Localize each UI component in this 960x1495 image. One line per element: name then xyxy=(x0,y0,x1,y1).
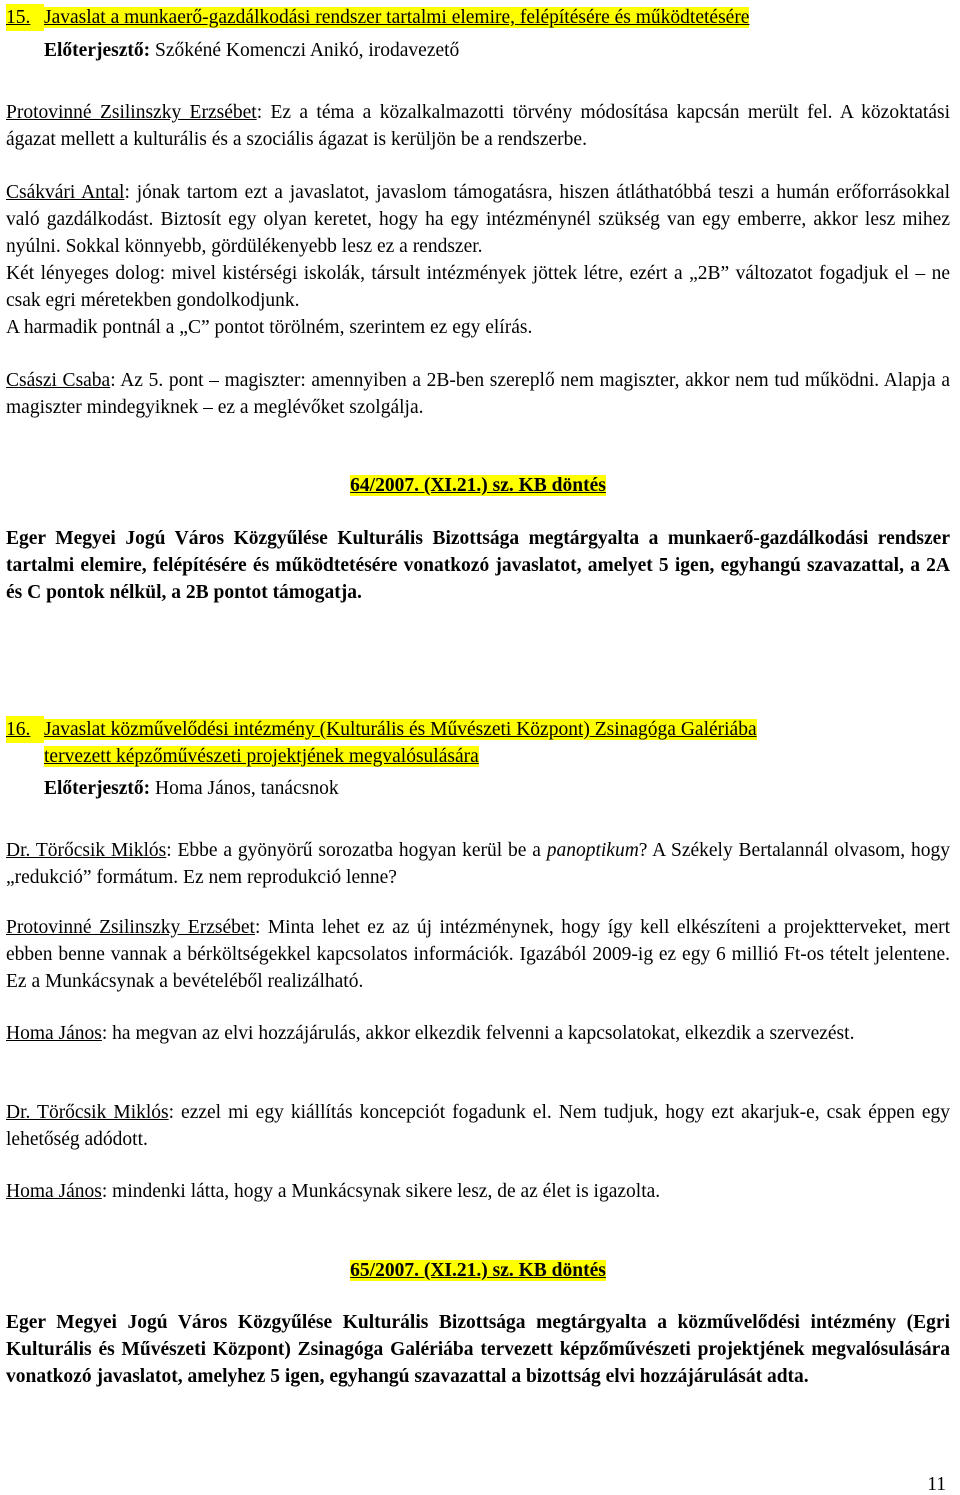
italic-word: panoptikum xyxy=(546,840,639,861)
paragraph-text: : jónak tartom ezt a javaslatot, javaslom támogatásra, hiszen átláthatóbbá teszi a humán erőforrásokkal való gazdálkodást. Biztosít egy olyan keretet, hogy ha egy intézménynél szükség van egy emberre, akkor lesz mihez nyúlni. Sokkal könnyebb, gördülékenyebb lesz ez a rendszer. xyxy=(6,182,950,257)
item-16-heading xyxy=(6,716,950,743)
item-15-presenter xyxy=(6,37,960,64)
paragraph-text: : mindenki látta, hogy a Munkácsynak sikere lesz, de az élet is igazolta. xyxy=(101,1181,661,1202)
paragraph-text: : Ebbe a gyönyörű sorozatba hogyan kerül be a xyxy=(166,840,547,861)
decision-heading: 64/2007. (XI.21.) sz. KB döntés xyxy=(350,475,606,496)
decision-text: Eger Megyei Jogú Város Közgyűlése Kulturális Bizottsága megtárgyalta a közművelődési intézmény (Egri Kulturális és Művészeti Központ) Zsinagóga Galériába tervezett képzőművészeti projektjének megvalósulására vonatkozó javaslatot, amelyhez 5 igen, egyhangú szavazattal a bizottság elvi hozzájárulását adta. xyxy=(6,1312,950,1387)
paragraph-4 xyxy=(6,837,950,891)
speaker-name: Dr. Törőcsik Miklós xyxy=(6,1102,169,1123)
paragraph-text: : Az 5. pont – magiszter: amennyiben a 2B-ben szereplő nem magiszter, akkor nem tud működni. Alapja a magiszter mindegyiknek – ez a meglévőket szolgálja. xyxy=(6,370,950,418)
decision-heading: 65/2007. (XI.21.) sz. KB döntés xyxy=(350,1260,606,1281)
paragraph-text: : Minta lehet ez az új intézménynek, hogy így kell elkészíteni a projektterveket, mert ebben benne vannak a bérköltségekkel kapcsolatos információk. Igazából 2009-ig ez egy 6 millió Ft-os tételt jelentene. Ez a Munkácsynak a bevételéből realizálható. xyxy=(6,917,951,992)
page-number: 11 xyxy=(927,1474,946,1495)
paragraph-3 xyxy=(6,367,950,421)
item-16-presenter xyxy=(6,775,960,802)
decision-text: Eger Megyei Jogú Város Közgyűlése Kulturális Bizottsága megtárgyalta a munkaerő-gazdálkodási rendszer tartalmi elemire, felépítésére és működtetésére vonatkozó javaslatot, amelyet 5 igen, egyhangú szavazattal, a 2A és C pontok nélkül, a 2B pontot támogatja. xyxy=(6,528,950,603)
presenter-name: Szőkéné Komenczi Anikó, irodavezető xyxy=(150,40,460,61)
paragraph-7 xyxy=(6,1099,950,1153)
decision-64-text xyxy=(6,525,950,606)
speaker-name: Dr. Törőcsik Miklós xyxy=(6,840,167,861)
speaker-name: Császi Csaba xyxy=(6,370,111,391)
speaker-name: Protovinné Zsilinszky Erzsébet xyxy=(6,102,257,123)
item-title: Javaslat a munkaerő-gazdálkodási rendszer tartalmi elemire, felépítésére és működtetésére xyxy=(44,7,750,28)
item-number: 16. xyxy=(6,716,44,743)
paragraph-text: : Ez a téma a közalkalmazotti törvény módosítása kapcsán merült fel. A közoktatási ágazat mellett a kulturális és a szociális ágazat is kerüljön be a rendszerbe. xyxy=(6,102,950,150)
speaker-name: Csákvári Antal xyxy=(6,182,125,203)
speaker-name: Homa János xyxy=(6,1023,102,1044)
item-number: 15. xyxy=(6,4,44,31)
paragraph-text: Két lényeges dolog: mivel kistérségi iskolák, társult intézmények jöttek létre, ezért a „2B” változatot fogadjuk el – ne csak egri méretekben gondolkodjunk. xyxy=(6,263,950,311)
paragraph-text-end: ? A Székely Bertalannál olvasom, hogy „redukció” formátum. Ez nem reprodukció lenne? xyxy=(6,840,950,888)
paragraph-2-continued xyxy=(6,260,950,314)
paragraph-2 xyxy=(6,179,950,260)
speaker-name: Protovinné Zsilinszky Erzsébet xyxy=(6,917,255,938)
item-title-continued: tervezett képzőművészeti projektjének megvalósulására xyxy=(44,746,479,767)
paragraph-2-last xyxy=(6,314,950,341)
paragraph-text: : ezzel mi egy kiállítás koncepciót fogadunk el. Nem tudjuk, hogy ezt akarjuk-e, csak éppen egy lehetőség adódott. xyxy=(6,1102,950,1150)
presenter-name: Homa János, tanácsnok xyxy=(150,778,339,799)
paragraph-5 xyxy=(6,914,950,995)
item-16-heading-line-2 xyxy=(6,743,960,770)
paragraph-8 xyxy=(6,1178,950,1205)
item-15-heading xyxy=(6,4,950,31)
decision-65-text xyxy=(6,1309,950,1390)
decision-64-heading xyxy=(6,472,950,499)
paragraph-1 xyxy=(6,99,950,153)
paragraph-text: : ha megvan az elvi hozzájárulás, akkor elkezdik felvenni a kapcsolatokat, elkezdik a szervezést. xyxy=(101,1023,855,1044)
presenter-label: Előterjesztő: xyxy=(44,40,151,61)
document-page xyxy=(6,0,950,1495)
paragraph-6 xyxy=(6,1020,950,1047)
decision-65-heading xyxy=(6,1257,950,1284)
speaker-name: Homa János xyxy=(6,1181,102,1202)
item-title: Javaslat közművelődési intézmény (Kulturális és Művészeti Központ) Zsinagóga Galériába xyxy=(44,719,757,740)
presenter-label: Előterjesztő: xyxy=(44,778,151,799)
paragraph-text: A harmadik pontnál a „C” pontot törölném, szerintem ez egy elírás. xyxy=(6,317,533,338)
